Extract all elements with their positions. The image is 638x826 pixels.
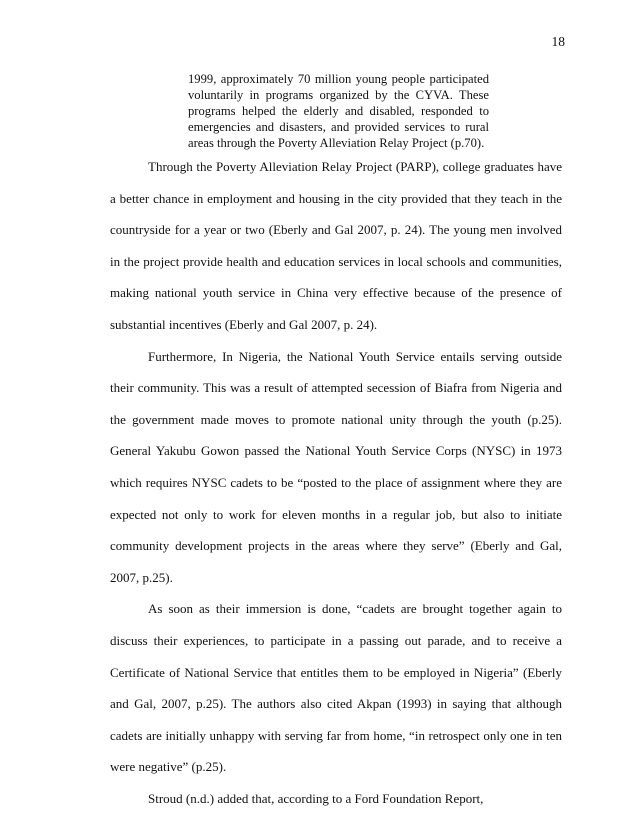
- paragraph-stroud: Stroud (n.d.) added that, according to a Ford Foundation Report,: [148, 790, 484, 806]
- page-number: 18: [551, 34, 565, 49]
- paragraph-immersion: As soon as their immersion is done, “cadets are brought together again to discuss their experiences, to participate in a passing out parade, and to receive a Certificate of National Service that entitles them to be employed in Nigeria” (Eberly and Gal, 2007, p.25). The authors also cited Akpan (1993) in saying that although cadets are initially unhappy with serving far from home, “in retrospect only one in ten were negative” (p.25).: [110, 601, 562, 775]
- body-text: [110, 151, 562, 814]
- block-quote: 1999, approximately 70 million young people participated voluntarily in programs organized by the CYVA. These programs helped the elderly and disabled, responded to emergencies and disasters, and provided services to rural areas through the Poverty Alleviation Relay Project (p.70).: [188, 72, 489, 150]
- paragraph-nigeria: Furthermore, In Nigeria, the National Youth Service entails serving outside their community. This was a result of attempted secession of Biafra from Nigeria and the government made moves to promote national unity through the youth (p.25). General Yakubu Gowon passed the National Youth Service Corps (NYSC) in 1973 which requires NYSC cadets to be “posted to the place of assignment where they are expected not only to work for eleven months in a regular job, but also to initiate community development projects in the areas where they serve” (Eberly and Gal, 2007, p.25).: [110, 348, 562, 585]
- paragraph-parp: Through the Poverty Alleviation Relay Project (PARP), college graduates have a better chance in employment and housing in the city provided that they teach in the countryside for a year or two (Eberly and Gal 2007, p. 24). The young men involved in the project provide health and education services in local schools and communities, making national youth service in China very effective because of the presence of substantial incentives (Eberly and Gal 2007, p. 24).: [110, 159, 562, 332]
